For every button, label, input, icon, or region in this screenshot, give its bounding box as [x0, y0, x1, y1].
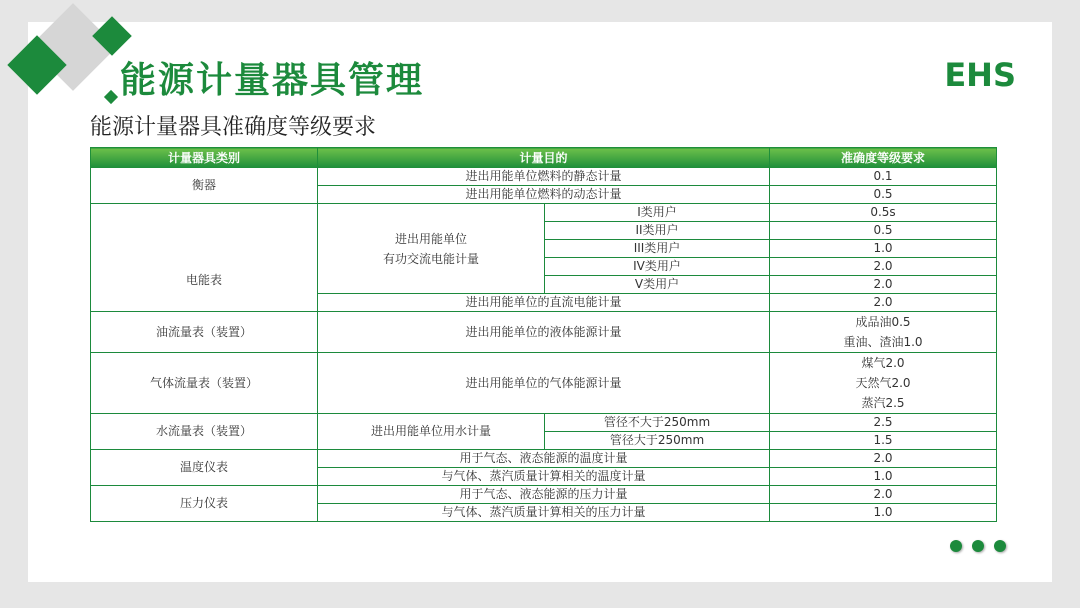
table-row [91, 204, 997, 222]
title-bullet-icon [104, 90, 118, 104]
purpose-line: 有功交流电能计量 [382, 251, 479, 266]
purpose-cell: 与气体、蒸汽质量计算相关的温度计量 [318, 468, 770, 486]
accuracy-table [90, 147, 997, 522]
grade-cell: 2.0 [770, 258, 997, 276]
grade-cell [770, 353, 997, 414]
table-row [91, 486, 997, 504]
grade-cell: 1.0 [770, 504, 997, 522]
category-cell: 电能表 [91, 204, 318, 312]
sub-cell: I类用户 [545, 204, 770, 222]
grade-cell: 1.5 [770, 432, 997, 450]
page-title: 能源计量器具管理 [120, 60, 425, 101]
purpose-cell: 进出用能单位的直流电能计量 [318, 294, 770, 312]
category-cell: 油流量表（装置） [91, 312, 318, 353]
category-cell: 压力仪表 [91, 486, 318, 522]
grade-cell: 0.5s [770, 204, 997, 222]
purpose-cell: 与气体、蒸汽质量计算相关的压力计量 [318, 504, 770, 522]
ehs-logo: EHS [944, 56, 1016, 94]
purpose-cell [318, 204, 545, 294]
grade-cell: 2.0 [770, 276, 997, 294]
grade-line: 蒸汽2.5 [861, 396, 905, 410]
grade-cell: 0.1 [770, 168, 997, 186]
category-cell: 温度仪表 [91, 450, 318, 486]
purpose-cell: 进出用能单位的气体能源计量 [318, 353, 770, 414]
grade-cell: 2.0 [770, 294, 997, 312]
grade-cell: 1.0 [770, 468, 997, 486]
category-cell: 气体流量表（装置） [91, 353, 318, 414]
purpose-line: 进出用能单位 [394, 231, 467, 246]
grade-cell: 0.5 [770, 222, 997, 240]
sub-cell: V类用户 [545, 276, 770, 294]
category-cell: 衡器 [91, 168, 318, 204]
purpose-cell: 用于气态、液态能源的温度计量 [318, 450, 770, 468]
sub-cell: 管径大于250mm [545, 432, 770, 450]
table-row [91, 312, 997, 353]
grade-cell: 0.5 [770, 186, 997, 204]
col-header-category: 计量器具类别 [91, 148, 318, 168]
purpose-cell: 进出用能单位用水计量 [318, 414, 545, 450]
dot-icon [972, 540, 984, 552]
sub-cell: III类用户 [545, 240, 770, 258]
table-row [91, 450, 997, 468]
grade-cell: 2.0 [770, 486, 997, 504]
table-row [91, 353, 997, 414]
grade-line: 天然气2.0 [855, 376, 911, 390]
grade-cell: 2.0 [770, 450, 997, 468]
sub-cell: 管径不大于250mm [545, 414, 770, 432]
page-dots [950, 540, 1006, 552]
purpose-cell: 进出用能单位的液体能源计量 [318, 312, 770, 353]
grade-cell [770, 312, 997, 353]
category-cell: 水流量表（装置） [91, 414, 318, 450]
grade-line: 煤气2.0 [861, 356, 905, 370]
grade-line: 重油、渣油1.0 [843, 335, 923, 349]
col-header-grade: 准确度等级要求 [770, 148, 997, 168]
page-subtitle: 能源计量器具准确度等级要求 [90, 115, 377, 140]
table-header-row [91, 148, 997, 168]
sub-cell: IV类用户 [545, 258, 770, 276]
col-header-purpose: 计量目的 [318, 148, 770, 168]
table-row [91, 168, 997, 186]
grade-line: 成品油0.5 [855, 315, 911, 329]
purpose-cell: 进出用能单位燃料的静态计量 [318, 168, 770, 186]
purpose-cell: 用于气态、液态能源的压力计量 [318, 486, 770, 504]
dot-icon [994, 540, 1006, 552]
purpose-cell: 进出用能单位燃料的动态计量 [318, 186, 770, 204]
table-row [91, 414, 997, 432]
grade-cell: 1.0 [770, 240, 997, 258]
sub-cell: II类用户 [545, 222, 770, 240]
dot-icon [950, 540, 962, 552]
grade-cell: 2.5 [770, 414, 997, 432]
